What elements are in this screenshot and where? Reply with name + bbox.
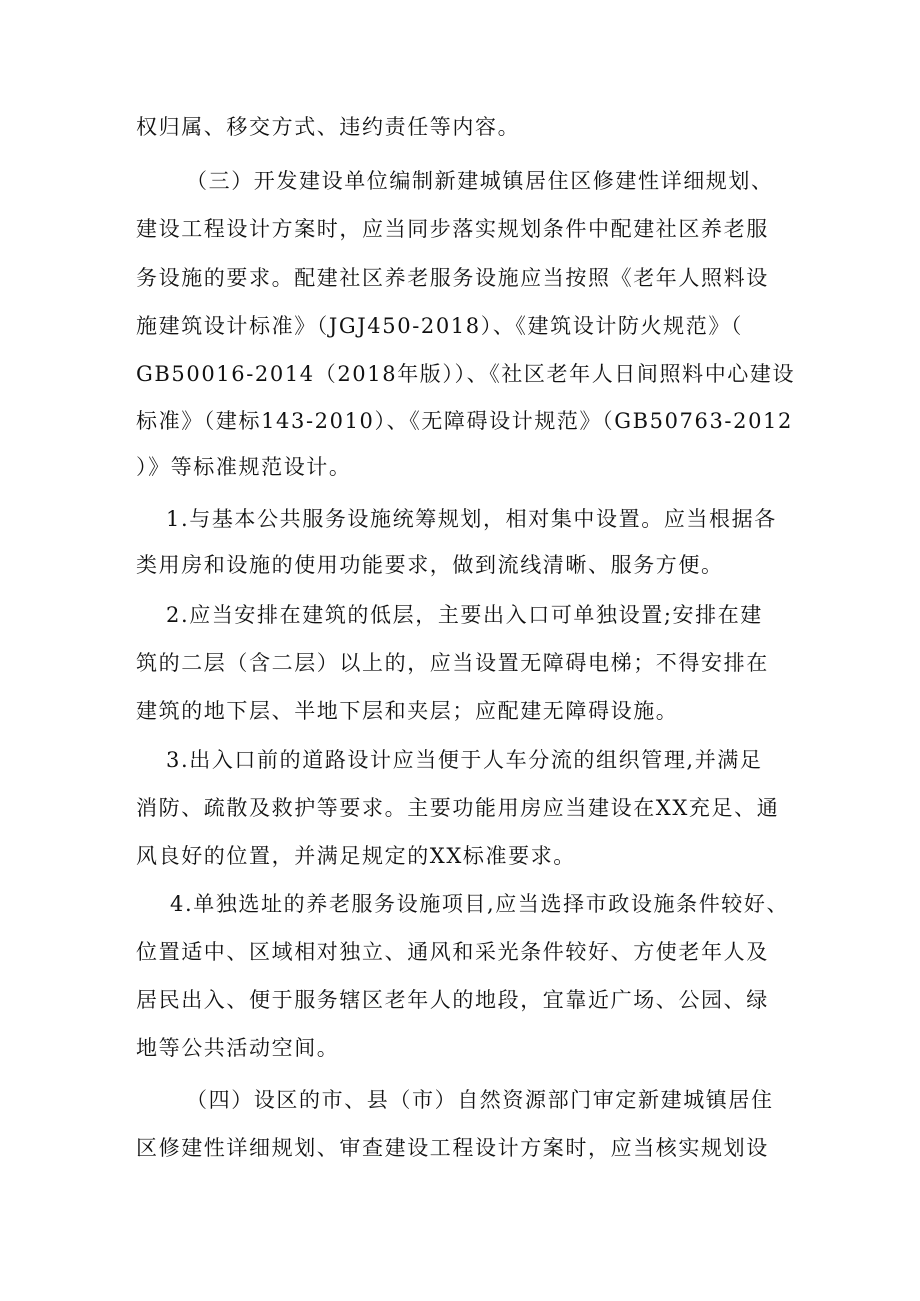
text-line: 位置适中、区域相对独立、通风和采光条件较好、方使老年人及	[136, 940, 769, 964]
text-line: 消防、疏散及救护等要求。主要功能用房应当建设在XX充足、通	[136, 796, 780, 820]
text-line: 3.出入口前的道路设计应当便于人车分流的组织管理,并满足	[166, 748, 763, 772]
text-line: 建设工程设计方案时，应当同步落实规划条件中配建社区养老服	[136, 217, 769, 241]
text-line: ）》等标准规范设计。	[136, 455, 352, 479]
text-line: 务设施的要求。配建社区养老服务设施应当按照《老年人照料设	[136, 266, 769, 290]
text-line: 区修建性详细规划、审查建设工程设计方案时，应当核实规划设	[136, 1136, 769, 1160]
text-line: （四）设区的市、县（市）自然资源部门审定新建城镇居住	[186, 1088, 774, 1112]
text-line: 建筑的地下层、半地下层和夹层；应配建无障碍设施。	[136, 699, 679, 723]
text-line: 居民出入、便于服务辖区老年人的地段，宜靠近广场、公园、绿	[136, 988, 769, 1012]
text-line: （三）开发建设单位编制新建城镇居住区修建性详细规划、	[186, 169, 774, 193]
text-line: 筑的二层（含二层）以上的，应当设置无障碍电梯；不得安排在	[136, 651, 769, 675]
text-line: 类用房和设施的使用功能要求，做到流线清晰、服务方便。	[136, 553, 724, 577]
text-line: 2.应当安排在建筑的低层，主要出入口可单独设置;安排在建	[166, 603, 763, 627]
text-line: 施建筑设计标准》（JGJ450-2018）、《建筑设计防火规范》（	[136, 314, 744, 338]
text-line: 权归属、移交方式、违约责任等内容。	[136, 115, 521, 139]
text-line: GB50016-2014（2018年版））、《社区老年人日间照料中心建设	[136, 362, 796, 386]
text-line: 4.单独选址的养老服务设施项目,应当选择市政设施条件较好、	[170, 892, 790, 916]
text-line: 标准》（建标143-2010）、《无障碍设计规范》（GB50763-2012	[136, 409, 793, 433]
text-line: 地等公共活动空间。	[136, 1036, 340, 1060]
text-line: 1.与基本公共服务设施统筹规划，相对集中设置。应当根据各	[166, 507, 777, 531]
text-line: 风良好的位置，并满足规定的XX标准要求。	[136, 844, 576, 868]
